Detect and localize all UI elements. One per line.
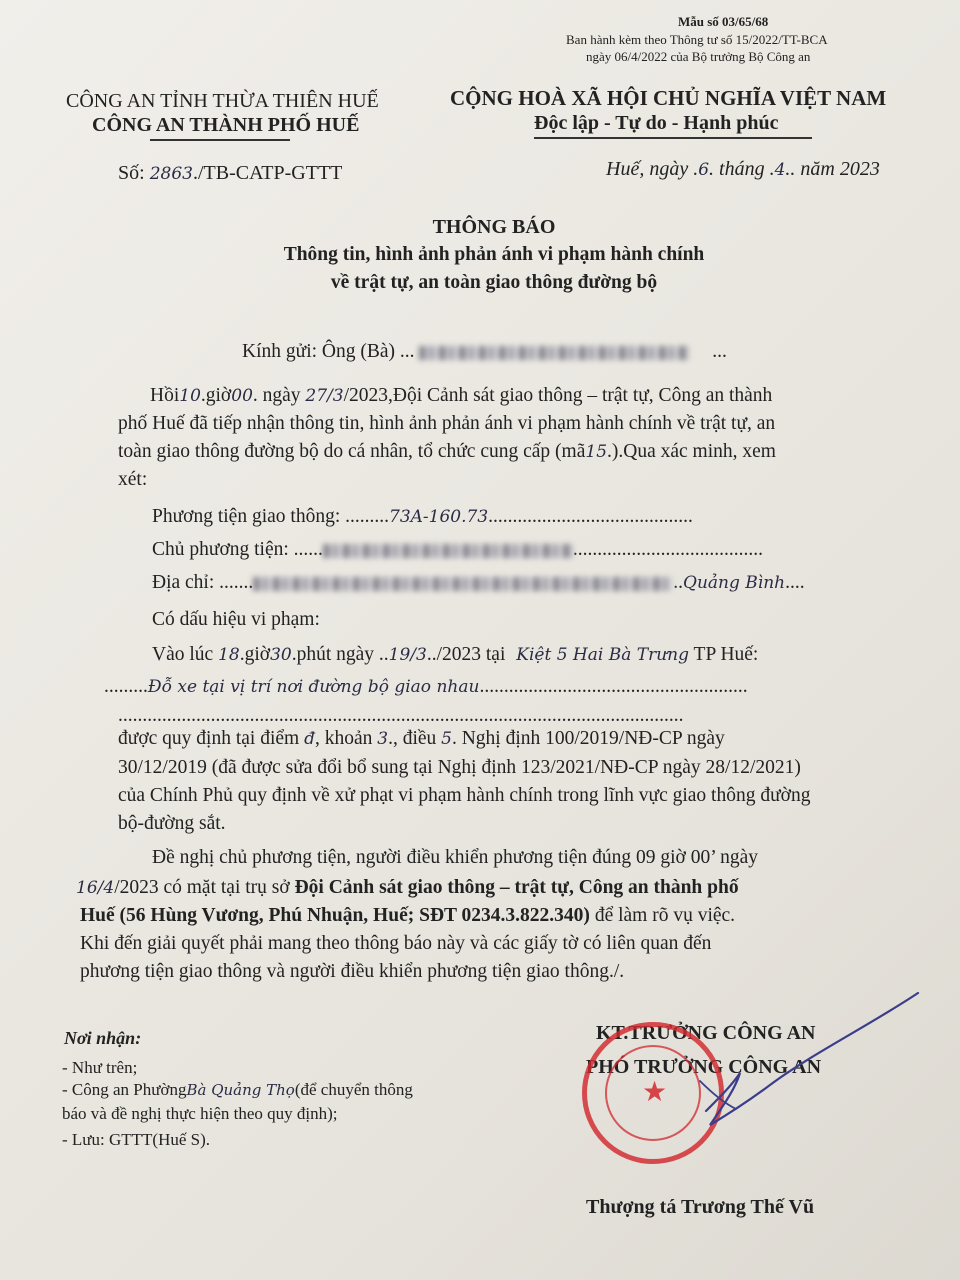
para1-line3: toàn giao thông đường bộ do cá nhân, tổ chức cung cấp (mã15.).Qua xác minh, xem bbox=[118, 441, 776, 462]
request-line5: phương tiện giao thông và người điều khiển phương tiện giao thông./. bbox=[80, 961, 625, 982]
para1-line2: phố Huế đã tiếp nhận thông tin, hình ảnh phản ánh vi phạm hành chính về trật tự, an bbox=[118, 413, 776, 434]
signer-name: Thượng tá Trương Thế Vũ bbox=[586, 1196, 815, 1218]
rule-line1: được quy định tại điểm đ, khoản 3., điều 5. Nghị định 100/2019/NĐ-CP ngày bbox=[118, 728, 725, 749]
recipients-item-2: - Công an PhườngBà Quảng Thọ(để chuyển thông bbox=[62, 1080, 413, 1099]
violation-line2: .........Đỗ xe tại vị trí nơi đường bộ giao nhau....................................................... bbox=[104, 676, 748, 697]
recipients-title: Nơi nhận: bbox=[64, 1028, 142, 1048]
field-vehicle: Phương tiện giao thông: .........73A-160.73.......................................... bbox=[152, 506, 693, 527]
date-year: năm 2023 bbox=[800, 158, 880, 180]
violation-line1: Vào lúc 18.giờ30.phút ngày ..19/3../2023 tại Kiệt 5 Hai Bà Trưng TP Huế: bbox=[152, 644, 759, 665]
vehicle-label: Phương tiện giao thông: bbox=[152, 506, 341, 527]
request-line3: Huế (56 Hùng Vương, Phú Nhuận, Huế; SĐT 0234.3.822.340) để làm rõ vụ việc. bbox=[80, 905, 736, 926]
nation-name: CỘNG HOÀ XÃ HỘI CHỦ NGHĨA VIỆT NAM bbox=[450, 86, 887, 110]
address-province: Quảng Bình bbox=[683, 573, 786, 593]
signature-scribble-icon bbox=[640, 985, 930, 1145]
para1-line4: xét: bbox=[118, 469, 148, 490]
redacted-owner bbox=[323, 544, 573, 558]
agency-parent: CÔNG AN TỈNH THỪA THIÊN HUẾ bbox=[66, 90, 379, 112]
field-owner: Chủ phương tiện: ...... ....................................... bbox=[152, 539, 764, 560]
date-place: Huế, ngày bbox=[606, 158, 689, 180]
request-line4: Khi đến giải quyết phải mang theo thông báo này và các giấy tờ có liên quan đến bbox=[80, 933, 712, 954]
ref-handwritten-number: 2863 bbox=[149, 164, 193, 184]
issue-date: Huế, ngày .6. tháng .4.. năm 2023 bbox=[606, 158, 880, 180]
request-line1: Đề nghị chủ phương tiện, người điều khiển phương tiện đúng 09 giờ 00’ ngày bbox=[152, 847, 759, 868]
nation-motto: Độc lập - Tự do - Hạnh phúc bbox=[534, 112, 779, 134]
address-label: Địa chỉ: bbox=[152, 572, 215, 593]
ref-number bbox=[118, 162, 342, 185]
recipients-item-1: - Như trên; bbox=[62, 1058, 138, 1077]
field-violation: Có dấu hiệu vi phạm: bbox=[152, 609, 320, 630]
signature-title-1: KT.TRƯỞNG CÔNG AN bbox=[596, 1022, 816, 1044]
form-code: Mẫu số 03/65/68 bbox=[678, 14, 769, 29]
date-month: 4 bbox=[774, 160, 786, 180]
rule-line2: 30/12/2019 (đã được sửa đổi bổ sung tại Nghị định 123/2021/NĐ-CP ngày 28/12/2021) bbox=[118, 757, 801, 778]
owner-label: Chủ phương tiện: bbox=[152, 539, 289, 560]
form-issued-by: Ban hành kèm theo Thông tư số 15/2022/TT-BCA bbox=[566, 32, 828, 47]
date-day: 6 bbox=[698, 160, 710, 180]
para1-line1: Hồi10.giờ00. ngày 27/3/2023,Đội Cảnh sát giao thông – trật tự, Công an thành bbox=[150, 385, 773, 406]
stamp-star-icon: ★ bbox=[642, 1075, 668, 1108]
doc-subtitle-1: Thông tin, hình ảnh phản ánh vi phạm hành chính bbox=[283, 244, 705, 265]
agency-underline bbox=[150, 139, 290, 141]
recipient: Kính gửi: Ông (Bà) ... ... bbox=[242, 341, 727, 362]
recipients-item-3: - Lưu: GTTT(Huế S). bbox=[62, 1130, 211, 1149]
form-issued-date: ngày 06/4/2022 của Bộ trưởng Bộ Công an bbox=[586, 49, 811, 64]
signature-title-2: PHÓ TRƯỞNG CÔNG AN bbox=[586, 1056, 822, 1078]
redacted-address bbox=[253, 577, 673, 591]
field-address: Địa chỉ: ....... ..Quảng Bình.... bbox=[152, 572, 805, 593]
recipients-item-2-cont: báo và đề nghị thực hiện theo quy định); bbox=[62, 1104, 338, 1123]
rule-line4: bộ-đường sắt. bbox=[118, 813, 226, 834]
ref-label: Số: bbox=[118, 162, 145, 184]
request-line2: 16/4/2023 có mặt tại trụ sở Đội Cảnh sát giao thông – trật tự, Công an thành phố bbox=[76, 877, 739, 898]
recipient-label: Kính gửi: Ông (Bà) ... bbox=[242, 341, 415, 362]
agency-name: CÔNG AN THÀNH PHỐ HUẾ bbox=[92, 114, 360, 136]
violation-description: Đỗ xe tại vị trí nơi đường bộ giao nhau bbox=[147, 677, 480, 697]
doc-title: THÔNG BÁO bbox=[432, 216, 556, 238]
redacted-name bbox=[419, 346, 689, 360]
motto-underline bbox=[534, 137, 812, 139]
ref-suffix: ./TB-CATP-GTTT bbox=[192, 162, 343, 184]
vehicle-plate: 73A-160.73 bbox=[389, 507, 489, 527]
date-month-label: tháng bbox=[719, 158, 765, 180]
doc-subtitle-2: về trật tự, an toàn giao thông đường bộ bbox=[330, 272, 658, 293]
rule-line3: của Chính Phủ quy định về xử phạt vi phạm hành chính trong lĩnh vực giao thông đường bbox=[118, 785, 811, 806]
violation-line3: .................................................................................................................... bbox=[118, 705, 684, 726]
